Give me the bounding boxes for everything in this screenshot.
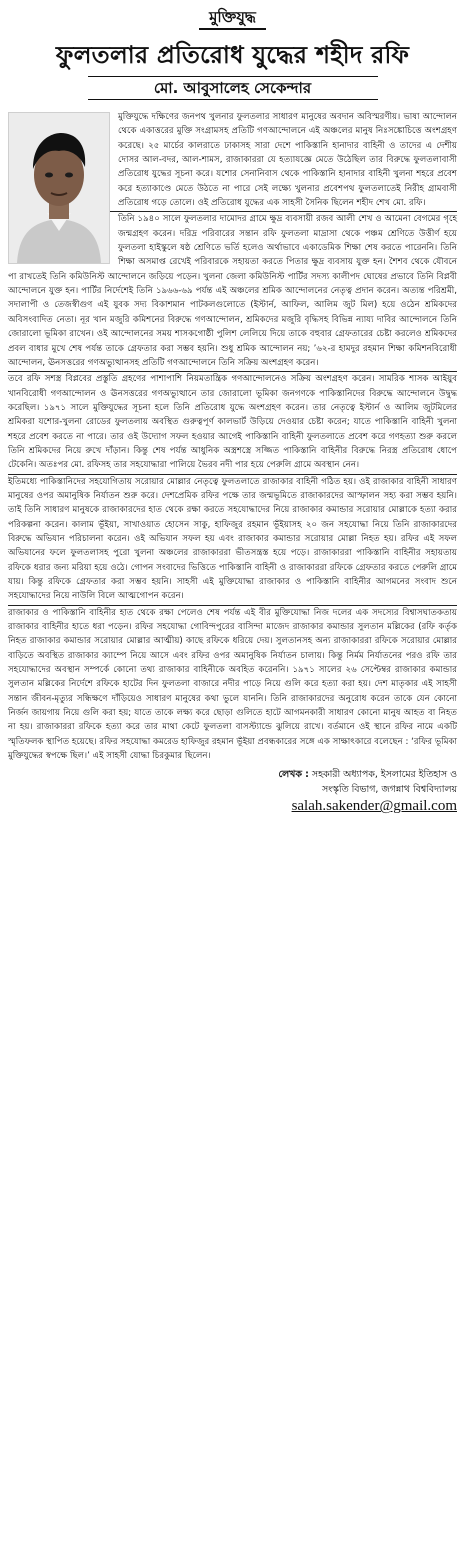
author-credit <box>8 767 457 815</box>
paragraph-2: তিনি ১৯৪০ সালে ফুলতলার দামোদর গ্রামে ক্ষুদ্র ব্যবসায়ী রজব আলী শেখ ও আমেনা বেগমের গৃহে জন্মগ্রহণ করেন। দরিদ্র পরিবারের সন্তান রফি ফুলতলা মাদ্রাসা থেকে পঞ্চম শ্রেণিতে উত্তীর্ণ হয়ে ফুলতলা হাইস্কুলে ষষ্ঠ শ্রেণিতে ভর্তি হলেও অর্থাভাবে একাডেমিক শিক্ষা শেষ করতে পারেননি। তিনি শিক্ষা অসমাপ্ত রেখেই পরিবারকে সহায়তা করতে পিতার ক্ষুদ্র ব্যবসায় যুক্ত হন। শৈশব থেকে যৌবনে পা রাখতেই তিনি কমিউনিস্ট আন্দোলনে জড়িয়ে পড়েন। খুলনা জেলা কমিউনিস্ট পার্টির সদস্য কালীপদ ঘোষের প্রভাবে তিনি বিপ্লবী আন্দোলনে যুক্ত হন। পার্টির নির্দেশেই তিনি ১৯৬৬-৬৯ পর্যন্ত এই অঞ্চলের শ্রমিক আন্দোলনের নেতৃত্ব প্রদান করেন। অত্যন্ত পরিশ্রমী, সদালাপী ও তেজস্বীগুণ এই যুবক সদ্য বিকাশমান পাটকলগুলোতে (ইস্টার্ন, আফিল, আলিম জুট মিল) হয়ে ওঠেন শ্রমিকদের অবিসংবাদিত নেতা। নূর খান মজুরি কমিশনের বিরুদ্ধে গণআন্দোলন, শ্রমিকদের মজুরি বৃদ্ধিসহ বিভিন্ন ন্যায্য দাবির আন্দোলনে তিনি জোরালো ভূমিকা রাখেন। ওই আন্দোলনের সময় শাসকগোষ্ঠী পুলিশ লেলিয়ে দিয়ে তাকে বহুবার গ্রেফতারের চেষ্টা করলেও শ্রমিকদের প্রবল বাধার মুখে শেষ পর্যন্ত তাকে গ্রেফতার করা সম্ভব হয়নি। শুধু শ্রমিক আন্দোলন নয়; ’৬২-র হামদুর রহমান শিক্ষা কমিশনবিরোধী আন্দোলন, ঊনসত্তরের গণঅভ্যুত্থানসহ প্রতিটি গণআন্দোলনে তিনি সক্রিয় অংশগ্রহণ করেন। <box>8 214 457 368</box>
paragraph-3: তবে রফি সশস্ত্র বিপ্লবের প্রস্তুতি গ্রহণের পাশাপাশি নিয়মতান্ত্রিক গণআন্দোলনেও সক্রিয় অংশগ্রহণ করেন। সামরিক শাসক আইয়ুব খানবিরোধী গণআন্দোলন ও ঊনসত্তরের গণঅভ্যুত্থানে তার জোরালো ভূমিকা জনগণকে পাকিস্তানিদের বিরুদ্ধে আন্দোলনে উদ্বুদ্ধ করেছিল। ১৯৭১ সালে মুক্তিযুদ্ধের সূচনা হলে তিনি প্রতিরোধ যুদ্ধে অংশগ্রহণ করেন। তার নেতৃত্বে ইস্টার্ন ও আলিম জুটমিলের শ্রমিকরা যশোর-খুলনা রোডের ফুলতলায় অবস্থিত গুরুত্বপূর্ণ কালভার্ট উড়িয়ে দেওয়ার চেষ্টা করেন; যাতে পাকিস্তানি বাহিনী খুলনা শহরে প্রবেশ করতে না পারে। তার ওই উদ্যোগ সফল হওয়ার আগেই পাকিস্তানি বাহিনী ফুলতলাতে প্রবেশ করে গণহত্যা শুরু করলে তিনি শ্রমিকদের নিয়ে রুখে দাঁড়ান। কিন্তু শেষ পর্যন্ত আধুনিক অস্ত্রশস্ত্রে সজ্জিত পাকিস্তানি বাহিনীর বিরুদ্ধে নিরস্ত্র প্রতিরোধ ধোপে টেকেনি। অতঃপর মো. রফিসহ তার সহযোদ্ধারা পালিয়ে ভৈরব নদী পার হয়ে পেরুলি গ্রামে অবস্থান নেন। <box>8 374 457 471</box>
paragraph-1: মুক্তিযুদ্ধে দক্ষিণের জনপথ খুলনার ফুলতলার সাধারণ মানুষের অবদান অবিস্মরণীয়। ভাষা আন্দোলন থেকে একাত্তরের মুক্তি সংগ্রামসহ প্রতিটি গণআন্দোলনে এই অঞ্চলের মানুষ নিঃসঙ্কোচিত্তে অংশগ্রহণ করেছে। ২৫ মার্চের কালরাতে ঢাকাসহ সারা দেশে পাকিস্তানি হানাদার বাহিনী ও তাদের এ দেশীয় দোসর আল-বদর, আল-শামস, রাজাকাররা যে হত্যাযজ্ঞে মেতে উঠেছিল তার বিরুদ্ধে ফুলতলাবাসী প্রতিরোধ যুদ্ধের সূচনা করে। যশোর সেনানিবাস থেকে পাকিস্তানি হানাদার বাহিনী খুলনা শহরে প্রবেশ করে হত্যাকাণ্ডে মেতে উঠতে না পারে সেই লক্ষ্যে খুলনার প্রবেশপথ ফুলতলাতেই নিরীহ গ্রামবাসী প্রতিরোধ গড়ে তোলে। ওই প্রতিরোধ যুদ্ধের এক সাহসী সৈনিক ছিলেন শহীদ শেখ মো. রফি। <box>118 112 457 209</box>
topic-header <box>8 6 457 32</box>
author-byline: মো. আবুসালেহ সেকেন্দার <box>88 76 378 100</box>
article-headline: ফুলতলার প্রতিরোধ যুদ্ধের শহীদ রফি <box>55 41 410 69</box>
paragraph-4: ইতিমধ্যে পাকিস্তানিদের সহযোগিতায় সরোয়ার মোল্লার নেতৃত্বে ফুলতলাতে রাজাকার বাহিনী গঠিত হয়। ওই রাজাকার বাহিনী সাধারণ মানুষের ওপর অমানুষিক নির্যাতন শুরু করে। দেশপ্রেমিক রফির পক্ষে তার জন্মভূমিতে রাজাকারদের আস্ফালন সহ্য করা সম্ভব হয়নি। তাই তিনি সাধারণ মানুষকে রাজাকারদের হাত থেকে রক্ষা করতে সহযোদ্ধাদের নিয়ে রাজাকার কমান্ডার সরোয়ার মোল্লাকে হত্যা করার পরিকল্পনা করেন। কালাম ভূঁইয়া, সাখাওয়াত হোসেন সাকু, হাফিজুর রহমান ভূঁইয়াসহ ২০ জন সহযোদ্ধা নিয়ে তিনি রাজাকারদের বিরুদ্ধে অভিযান পরিচালনা করেন। ওই অভিযান সফল হয় এবং রাজাকার কমান্ডার সরোয়ার মোল্লা নিহত হয়। রফির এই সফল অভিযানের ফলে ফুলতলাসহ পুরো খুলনা অঞ্চলের রাজাকাররা ভীতসন্ত্রস্ত হয়ে পড়ে। রাজাকাররা পাকিস্তানি বাহিনীর সহায়তায় রফিকে ধরার জন্য মরিয়া হয়ে ওঠে। গোপন সংবাদের ভিত্তিতে পাকিস্তানি বাহিনী ও রাজাকাররা রফিকে গ্রেফতার করতে পেরুলি গ্রামে যায়। কিন্তু রফিকে গ্রেফতার করা সম্ভব হয়নি। সাহসী এই মুক্তিযোদ্ধা রাজাকার ও পাকিস্তানি বাহিনীর আগমনের সংবাদ শুনে সহযোদ্ধাদের নিয়ে নাউলি বিলে আত্মগোপন করেন। <box>8 476 457 602</box>
author-designation-line <box>8 767 457 782</box>
article-body <box>8 110 457 763</box>
author-label: লেখক : <box>278 769 309 781</box>
topic-label: মুক্তিযুদ্ধ <box>199 6 266 30</box>
portrait-image <box>9 113 109 263</box>
author-department: সংস্কৃতি বিভাগ, জগন্নাথ বিশ্ববিদ্যালয় <box>321 784 457 796</box>
author-email-link[interactable]: salah.sakender@gmail.com <box>291 798 457 815</box>
author-photo <box>8 112 110 264</box>
author-designation: সহকারী অধ্যাপক, ইসলামের ইতিহাস ও <box>311 769 457 781</box>
paragraph-5: রাজাকার ও পাকিস্তানি বাহিনীর হাত থেকে রক্ষা পেলেও শেষ পর্যন্ত এই বীর মুক্তিযোদ্ধা নিজ দলের এক সদস্যের বিশ্বাসঘাতকতায় রাজাকার বাহিনীর হাতে ধরা পড়েন। রফির সহযোদ্ধা গোবিন্দপুরের বাসিন্দা মাজেদ রাজাকার কমান্ডার সুলতান মল্লিকের (রফি কর্তৃক নিহত রাজাকার কমান্ডার সরোয়ার মোল্লার আত্মীয়) কাছে রফিকে ধরিয়ে দেয়। সুলতানসহ অন্য রাজাকাররা রফিকে সরোয়ার মোল্লার বাড়িতে অবস্থিত রাজাকার ক্যাম্পে নিয়ে আসে এবং রফির ওপর অমানুষিক নির্যাতন চালায়। কিন্তু নির্মম নির্যাতনের পরও রফি তার সহযোদ্ধাদের অবস্থান সম্পর্কে কোনো তথ্য রাজাকার বাহিনীকে অবহিত করেননি। ১৯৭১ সালের ২৬ সেপ্টেম্বর রাজাকার কমান্ডার সুলতান মল্লিকের নির্দেশে রফিকে হাটের দিন ফুলতলা বাজারে নদীর পাড়ে নিয়ে গুলি করে হত্যা করা হয়। দেশ মাতৃকার এই সাহসী সন্তান জীবন-মৃত্যুর সন্ধিক্ষণে দাঁড়িয়েও সাধারণ মানুষের কথা ভুলে যাননি। তিনি রাজাকারদের অনুরোধ করেন তাকে যেন কোনো নির্জন জায়গায় নিয়ে গুলি করা হয়; যাতে তাকে লক্ষ্য করে ছোড়া গুলিতে হাটে আগমনকারী সাধারণ কোনো মানুষ আহত বা নিহত না হয়। রাজাকাররা রফিকে হত্যা করে তার মাথা কেটে ফুলতলা বাসস্ট্যান্ডে ঝুলিয়ে রাখে। বর্তমানে ওই স্থানে রফির নামে একটি স্মৃতিফলক স্থাপিত হয়েছে। রফির সহযোদ্ধা কমরেড হাফিজুর রহমান ভূঁইয়া প্রবন্ধকারের সঙ্গে এক সাক্ষাৎকারে বলেছেন : ‘রফির ভূমিকা মুক্তিযুদ্ধের স্বপক্ষে ছিল।’ এই সাহসী যোদ্ধা চিরকুমার ছিলেন। <box>8 607 457 762</box>
